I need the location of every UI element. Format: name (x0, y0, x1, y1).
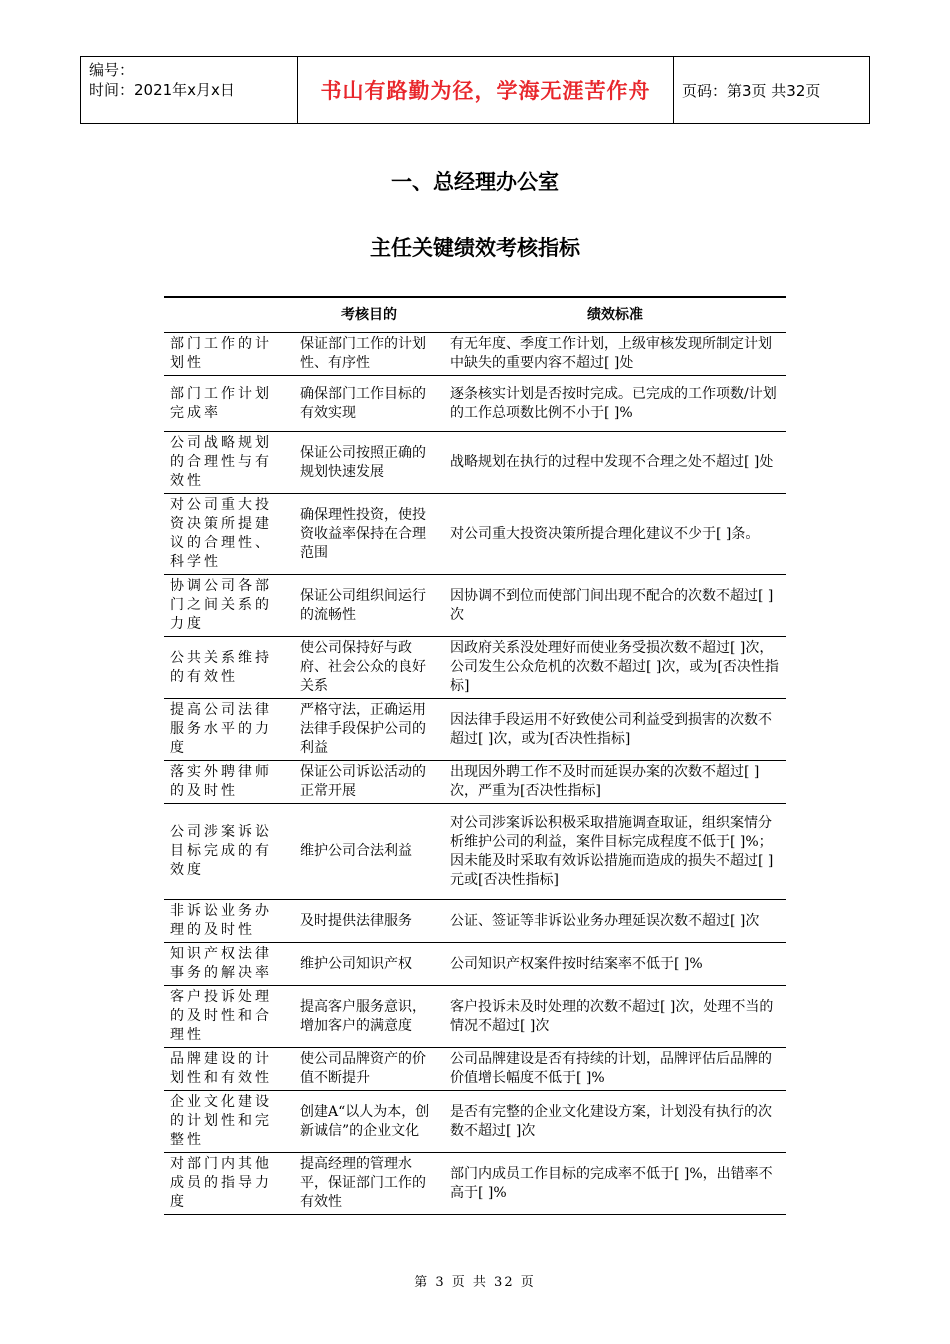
header-motto: 书山有路勤为径，学海无涯苦作舟 (298, 57, 674, 123)
purpose-cell: 维护公司合法利益 (294, 804, 444, 900)
table-title: 主任关键绩效考核指标 (370, 236, 580, 260)
purpose-cell: 创建A“以人为本，创新诚信”的企业文化 (294, 1091, 444, 1153)
purpose-cell: 保证公司按照正确的规划快速发展 (294, 432, 444, 494)
purpose-cell: 确保部门工作目标的有效实现 (294, 376, 444, 432)
purpose-cell: 确保理性投资，使投资收益率保持在合理范围 (294, 494, 444, 575)
standard-cell: 公证、签证等非诉讼业务办理延误次数不超过[ ]次 (444, 900, 786, 943)
table-row (164, 376, 786, 432)
standard-cell: 因政府关系没处理好而使业务受损次数不超过[ ]次，公司发生公众危机的次数不超过[ ]次，或为[否决性指标] (444, 637, 786, 699)
purpose-cell: 保证公司组织间运行的流畅性 (294, 575, 444, 637)
standard-cell: 公司品牌建设是否有持续的计划，品牌评估后品牌的价值增长幅度不低于[ ]% (444, 1048, 786, 1091)
standard-cell: 部门内成员工作目标的完成率不低于[ ]%，出错率不高于[ ]% (444, 1153, 786, 1215)
indicator-cell: 对部门内其他成员的指导力度 (164, 1153, 294, 1215)
kpi-table (164, 296, 786, 1215)
standard-cell: 对公司重大投资决策所提合理化建议不少于[ ]条。 (444, 494, 786, 575)
purpose-cell: 使公司保持好与政府、社会公众的良好关系 (294, 637, 444, 699)
purpose-cell: 使公司品牌资产的价值不断提升 (294, 1048, 444, 1091)
header-meta (81, 57, 298, 123)
number-label: 编号： (89, 61, 135, 79)
indicator-cell: 企业文化建设的计划性和完整性 (164, 1091, 294, 1153)
indicator-cell: 落实外聘律师的及时性 (164, 761, 294, 804)
header-cell-standard: 绩效标准 (444, 297, 786, 333)
header-cell-indicator (164, 297, 294, 333)
table-row (164, 1091, 786, 1153)
standard-cell: 对公司涉案诉讼积极采取措施调查取证，组织案情分析维护公司的利益，案件目标完成程度不低于[ ]%；因未能及时采取有效诉讼措施而造成的损失不超过[ ]元或[否决性指标] (444, 804, 786, 900)
indicator-cell: 提高公司法律服务水平的力度 (164, 699, 294, 761)
table-row (164, 943, 786, 986)
table-row (164, 333, 786, 376)
table-header-row (164, 297, 786, 333)
purpose-cell: 保证公司诉讼活动的正常开展 (294, 761, 444, 804)
table-row (164, 1048, 786, 1091)
table-row (164, 804, 786, 900)
table-row (164, 494, 786, 575)
standard-cell: 公司知识产权案件按时结案率不低于[ ]% (444, 943, 786, 986)
indicator-cell: 协调公司各部门之间关系的力度 (164, 575, 294, 637)
indicator-cell: 公司战略规划的合理性与有效性 (164, 432, 294, 494)
indicator-cell: 部门工作的计划性 (164, 333, 294, 376)
indicator-cell: 知识产权法律事务的解决率 (164, 943, 294, 986)
table-row (164, 432, 786, 494)
indicator-cell: 公司涉案诉讼目标完成的有效度 (164, 804, 294, 900)
standard-cell: 逐条核实计划是否按时完成。已完成的工作项数/计划的工作总项数比例不小于[ ]% (444, 376, 786, 432)
standard-cell: 客户投诉未及时处理的次数不超过[ ]次，处理不当的情况不超过[ ]次 (444, 986, 786, 1048)
standard-cell: 因法律手段运用不好致使公司利益受到损害的次数不超过[ ]次，或为[否决性指标] (444, 699, 786, 761)
table-row (164, 761, 786, 804)
page-footer: 第 3 页 共 32 页 (414, 1275, 536, 1290)
indicator-cell: 品牌建设的计划性和有效性 (164, 1048, 294, 1091)
indicator-cell: 对公司重大投资决策所提建议的合理性、科学性 (164, 494, 294, 575)
standard-cell: 是否有完整的企业文化建设方案，计划没有执行的次数不超过[ ]次 (444, 1091, 786, 1153)
indicator-cell: 客户投诉处理的及时性和合理性 (164, 986, 294, 1048)
purpose-cell: 严格守法，正确运用法律手段保护公司的利益 (294, 699, 444, 761)
indicator-cell: 公共关系维持的有效性 (164, 637, 294, 699)
page-header (80, 56, 870, 124)
standard-cell: 有无年度、季度工作计划，上级审核发现所制定计划中缺失的重要内容不超过[ ]处 (444, 333, 786, 376)
standard-cell: 出现因外聘工作不及时而延误办案的次数不超过[ ]次，严重为[否决性指标] (444, 761, 786, 804)
indicator-cell: 部门工作计划完成率 (164, 376, 294, 432)
purpose-cell: 提高客户服务意识，增加客户的满意度 (294, 986, 444, 1048)
table-row (164, 637, 786, 699)
time-label: 时间：2021年x月x日 (89, 81, 235, 99)
table-row (164, 900, 786, 943)
purpose-cell: 及时提供法律服务 (294, 900, 444, 943)
standard-cell: 因协调不到位而使部门间出现不配合的次数不超过[ ]次 (444, 575, 786, 637)
purpose-cell: 维护公司知识产权 (294, 943, 444, 986)
header-page-code: 页码：第3页 共32页 (682, 81, 821, 100)
purpose-cell: 提高经理的管理水平，保证部门工作的有效性 (294, 1153, 444, 1215)
table-row (164, 699, 786, 761)
table-row (164, 1153, 786, 1215)
table-row (164, 575, 786, 637)
purpose-cell: 保证部门工作的计划性、有序性 (294, 333, 444, 376)
standard-cell: 战略规划在执行的过程中发现不合理之处不超过[ ]处 (444, 432, 786, 494)
section-title: 一、总经理办公室 (391, 170, 559, 194)
indicator-cell: 非诉讼业务办理的及时性 (164, 900, 294, 943)
header-cell-purpose: 考核目的 (294, 297, 444, 333)
table-row (164, 986, 786, 1048)
